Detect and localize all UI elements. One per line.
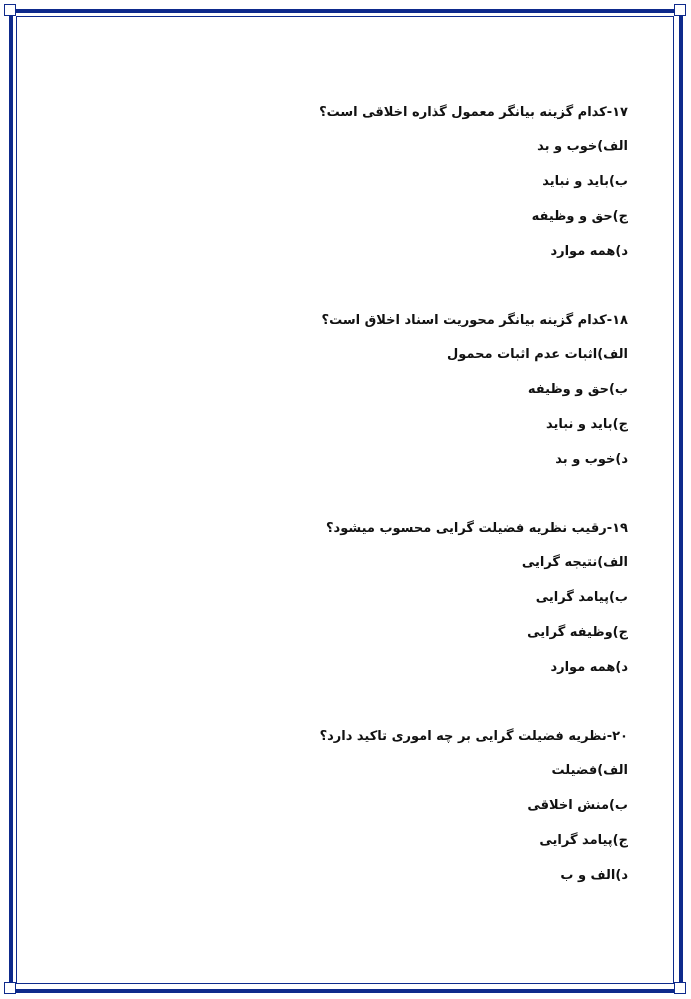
border-corner-bottom-right — [674, 982, 686, 994]
option-c: ج)پیامد گرایی — [539, 833, 628, 848]
option-c: ج)حق و وظیفه — [531, 209, 628, 224]
question-text: ۲۰-نظریه فضیلت گرایی بر چه اموری تاکید دارد؟ — [319, 729, 628, 744]
question-18 — [88, 308, 628, 482]
option-d: د)همه موارد — [550, 244, 628, 259]
option-d: د)خوب و بد — [555, 452, 628, 467]
question-list — [88, 100, 628, 932]
question-19 — [88, 516, 628, 690]
option-c: ج)وظیفه گرایی — [527, 625, 628, 640]
option-b: ب)پیامد گرایی — [535, 590, 628, 605]
border-corner-bottom-left — [4, 982, 16, 994]
border-corner-top-left — [4, 4, 16, 16]
option-a: الف)نتیجه گرایی — [521, 555, 628, 570]
question-text: ۱۸-کدام گزینه بیانگر محوریت اسناد اخلاق است؟ — [321, 313, 628, 328]
option-c: ج)باید و نباید — [545, 417, 628, 432]
option-a: الف)فضیلت — [551, 763, 628, 778]
option-b: ب)منش اخلاقی — [527, 798, 628, 813]
option-b: ب)حق و وظیفه — [527, 382, 628, 397]
question-text: ۱۹-رقیب نظریه فضیلت گرایی محسوب میشود؟ — [325, 521, 628, 536]
border-corner-top-right — [674, 4, 686, 16]
option-d: د)الف و ب — [560, 868, 628, 883]
option-a: الف)اثبات عدم اثبات محمول — [447, 347, 628, 362]
option-b: ب)باید و نباید — [542, 174, 628, 189]
option-d: د)همه موارد — [550, 660, 628, 675]
question-20 — [88, 724, 628, 898]
question-text: ۱۷-کدام گزینه بیانگر معمول گذاره اخلاقی است؟ — [319, 105, 628, 120]
option-a: الف)خوب و بد — [537, 139, 628, 154]
question-17 — [88, 100, 628, 274]
